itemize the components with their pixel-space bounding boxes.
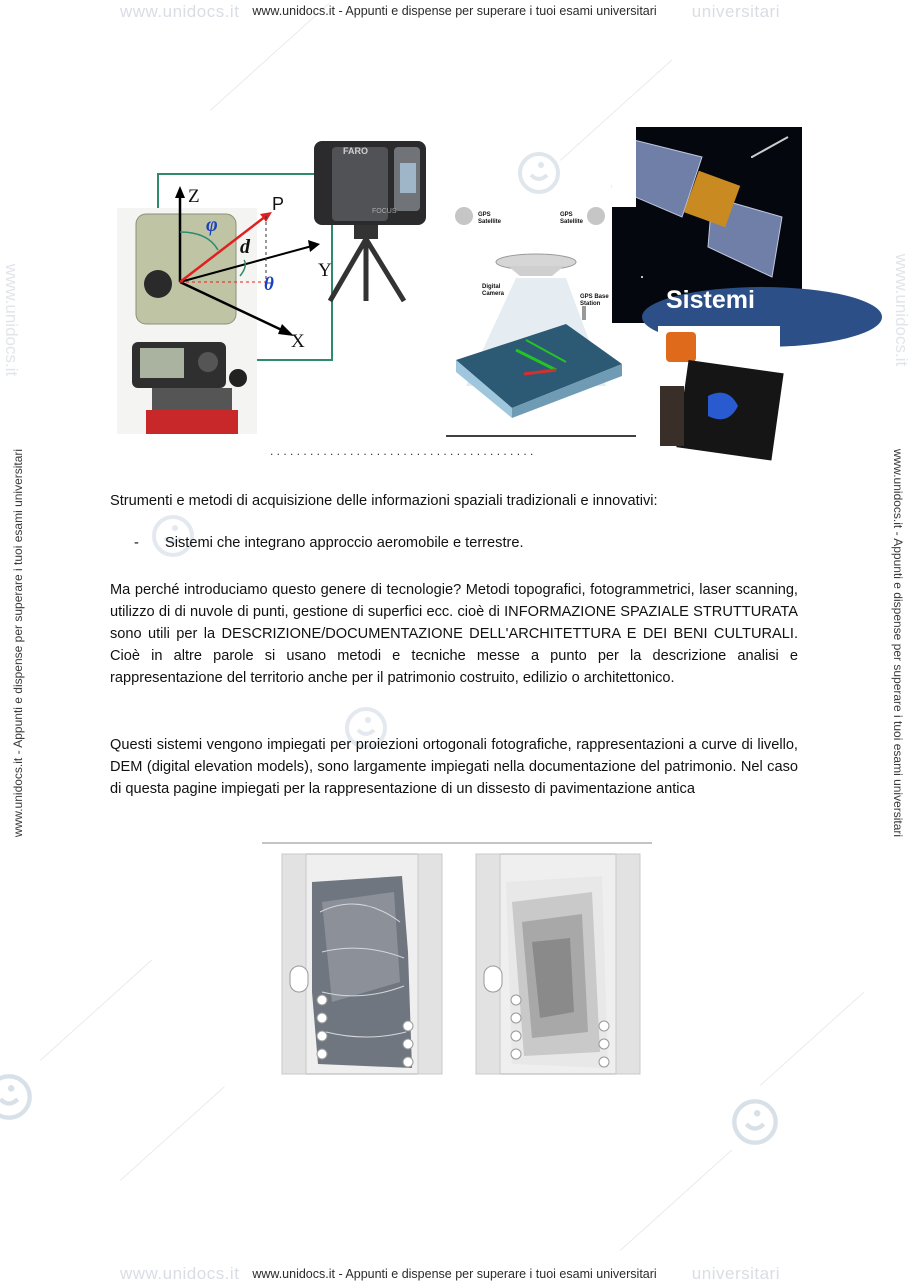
gps-satellite-label-1: GPS Satellite (478, 212, 502, 225)
watermark-logo-icon (730, 1097, 780, 1147)
header-ghost-right: universitari (691, 2, 780, 21)
gps-satellite-label-2: GPS Satellite (560, 212, 584, 225)
digital-camera-label: Digital Camera (482, 284, 505, 297)
watermark-logo-icon (516, 150, 562, 196)
sistemi-label: Sistemi (666, 286, 755, 314)
satellite-image-mask (612, 127, 636, 207)
bullet-dash: - (134, 535, 139, 551)
right-side-ghost: www.unidocs.it (892, 253, 911, 367)
header-ghost-left: www.unidocs.it (120, 2, 240, 21)
header-text: www.unidocs.it - Appunti e dispense per superare i tuoi esami universitari (252, 4, 657, 18)
contour-plan (476, 854, 640, 1074)
orthophoto-plan (282, 854, 442, 1074)
figure-caption-cut: . . . . . . . . . . . . . . . . . . . . . . . . . . . . . . . . . . . . . . . . (270, 444, 534, 458)
watermark-logo-icon (0, 1072, 34, 1122)
axis-x-label: X (291, 331, 305, 352)
footer-ghost-left: www.unidocs.it (120, 1264, 240, 1283)
axis-y-label: Y (318, 260, 332, 281)
watermark-line (760, 991, 865, 1085)
theta-symbol: θ (264, 274, 274, 295)
left-side-text: www.unidocs.it - Appunti e dispense per superare i tuoi esami universitari (11, 448, 25, 838)
scanner-brand: FARO (343, 146, 369, 156)
laser-scanner-image (308, 137, 432, 303)
scanner-model: FOCUS (372, 208, 397, 215)
bullet-item (134, 535, 524, 551)
intro-line: Strumenti e metodi di acquisizione delle informazioni spaziali tradizionali e innovativi: (110, 493, 658, 509)
axis-z-label: Z (188, 186, 200, 207)
footer-text: www.unidocs.it - Appunti e dispense per superare i tuoi esami universitari (252, 1267, 657, 1281)
right-side-text: www.unidocs.it - Appunti e dispense per superare i tuoi esami universitari (891, 448, 905, 838)
paragraph-1: Ma perché introduciamo questo genere di tecnologie? Metodi topografici, fotogrammetrici, laser scanning, utilizzo di di nuvole di punti, gestione di superfici ecc. cioè di INFORMAZIONE SPAZIALE STRUTTURATA sono utili per la DESCRIZIONE/DOCUMENTAZIONE DELL'ARCHITETTURA E DEI BENI CULTURALI. Cioè in altre parole si usano metodi e tecniche messe a punto per la descrizione analisi e rappresentazione del territorio anche per il patrimonio costruito, edilizio o architettonico. (110, 582, 798, 686)
paragraph-2: Questi sistemi vengono impiegati per proiezioni ortogonali fotografiche, rappresentazioni a curve di livello, DEM (digital elevation models), sono largamente impiegati nella documentazione del patrimonio. Nel caso di questa pagine impiegati per la rappresentazione di un dissesto di pavimentazione antica (110, 737, 798, 797)
watermark-line (620, 1150, 732, 1251)
phi-symbol: φ (206, 214, 218, 236)
d-symbol: d (240, 236, 250, 258)
handheld-scanner-image (658, 326, 780, 456)
gps-base-station-label: GPS Base Station (580, 294, 609, 307)
floor-plan-figure (262, 842, 654, 1078)
aerial-acquisition-diagram (446, 200, 636, 438)
point-p-label: P (272, 194, 285, 214)
watermark-line (120, 1086, 225, 1180)
bullet-text: Sistemi che integrano approccio aeromobile e terrestre. (165, 535, 524, 551)
left-side-ghost: www.unidocs.it (2, 263, 22, 377)
watermark-line (40, 960, 152, 1061)
footer-ghost-right: universitari (691, 1264, 780, 1283)
total-station-diagram (116, 172, 340, 436)
